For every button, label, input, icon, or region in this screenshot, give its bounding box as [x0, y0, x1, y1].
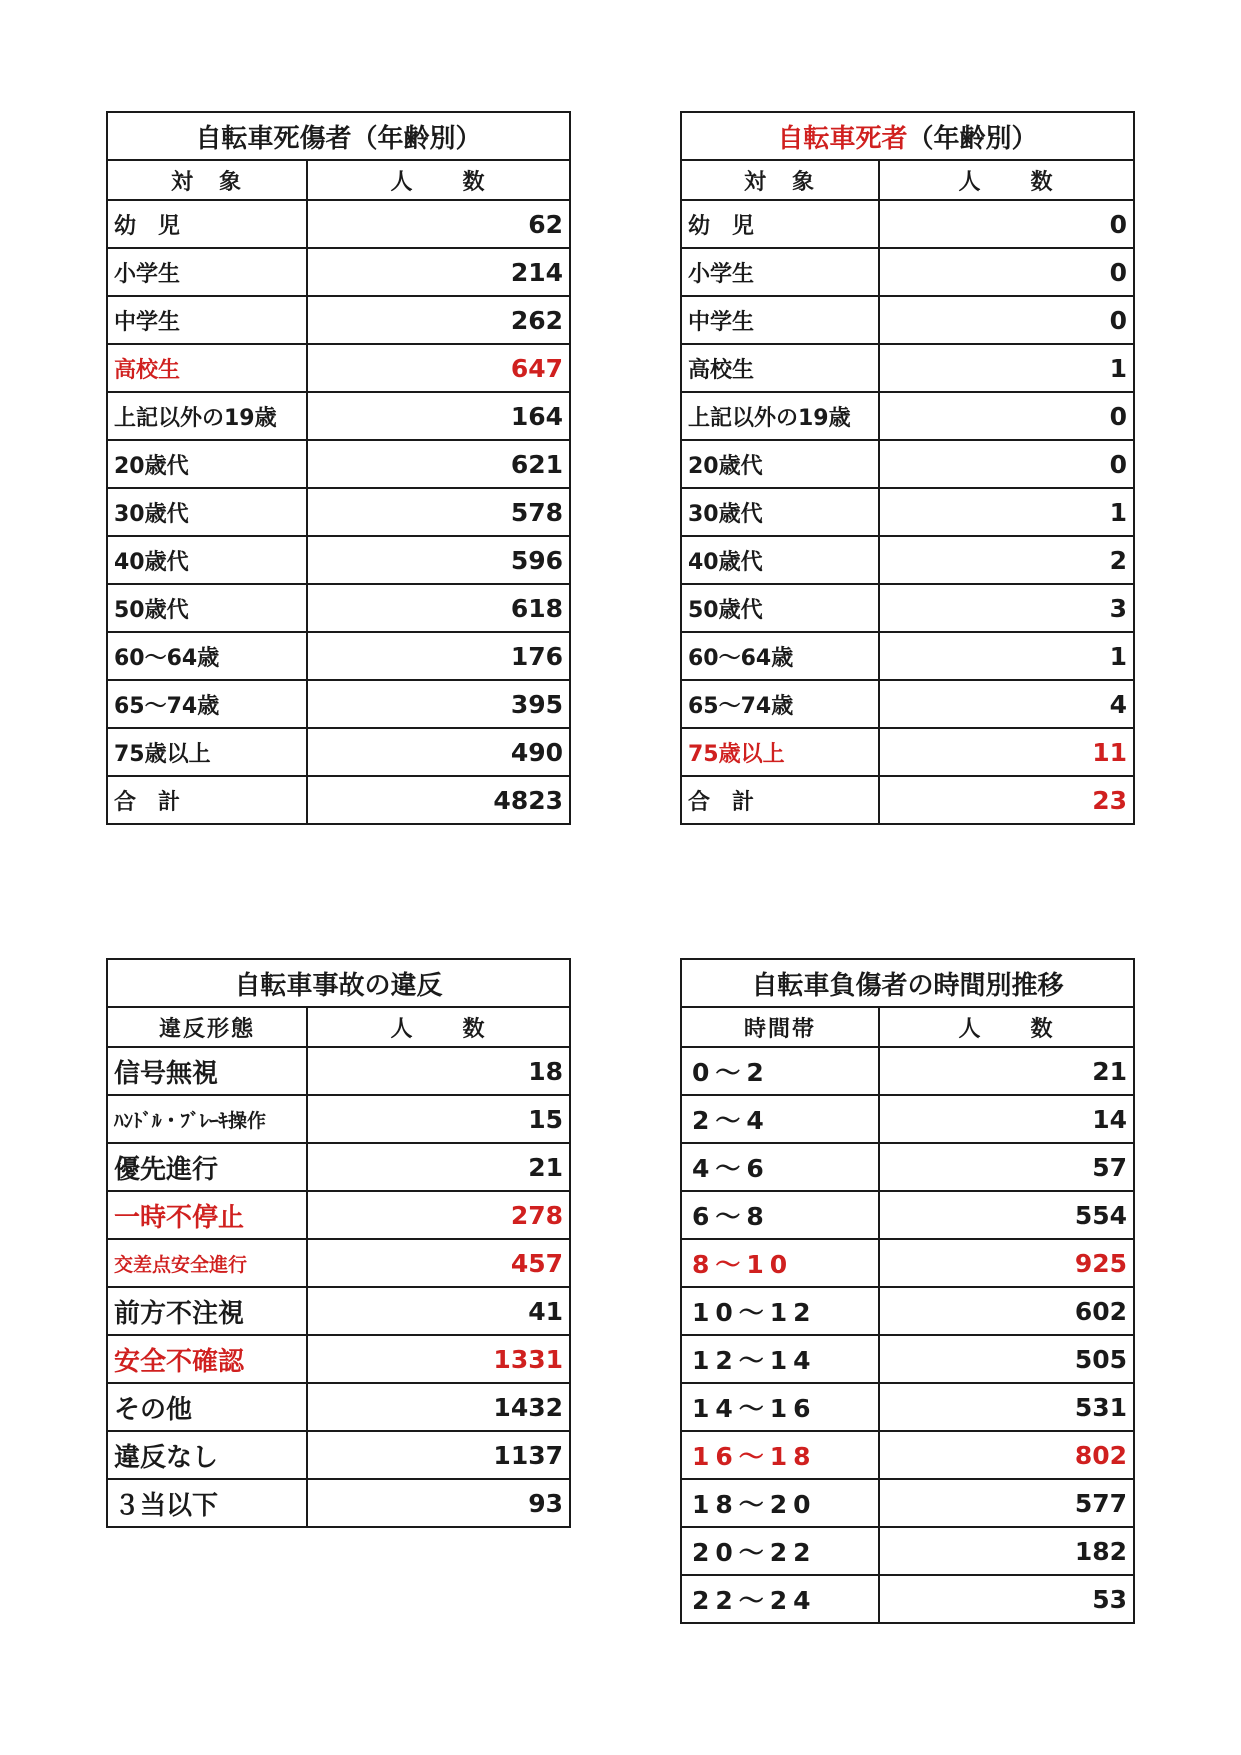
table-row — [107, 776, 570, 824]
table-row — [107, 1383, 570, 1431]
table-row — [107, 632, 570, 680]
row-value: 4 — [879, 680, 1134, 728]
column-header-count: 人 数 — [307, 1007, 570, 1047]
injuries-by-time-table — [680, 958, 1135, 1624]
row-value: 554 — [879, 1191, 1134, 1239]
table-row — [107, 1239, 570, 1287]
column-header-target: 対 象 — [107, 160, 307, 200]
row-value: 602 — [879, 1287, 1134, 1335]
row-value: 62 — [307, 200, 570, 248]
table-row — [107, 1287, 570, 1335]
table-title: 自転車死傷者（年齢別） — [107, 112, 570, 160]
violations-table — [106, 958, 571, 1528]
table-row — [681, 1431, 1134, 1479]
row-value: 3 — [879, 584, 1134, 632]
table-row — [107, 248, 570, 296]
row-value: 41 — [307, 1287, 570, 1335]
row-label: 65～74歳 — [107, 680, 307, 728]
row-label: 12～14 — [681, 1335, 879, 1383]
row-label: 合 計 — [681, 776, 879, 824]
row-label: ３当以下 — [107, 1479, 307, 1527]
row-label: 75歳以上 — [681, 728, 879, 776]
table-row — [681, 1527, 1134, 1575]
table-row — [681, 776, 1134, 824]
table-title — [681, 112, 1134, 160]
row-value: 618 — [307, 584, 570, 632]
table-title-suffix: （年齢別） — [907, 123, 1038, 154]
table-header-row — [681, 1007, 1134, 1047]
row-label: 40歳代 — [681, 536, 879, 584]
row-label: 60～64歳 — [681, 632, 879, 680]
row-label: 2～4 — [681, 1095, 879, 1143]
casualties-by-age-table — [106, 111, 571, 825]
row-label: 0～2 — [681, 1047, 879, 1095]
table-row — [681, 536, 1134, 584]
row-value: 0 — [879, 440, 1134, 488]
table-row — [681, 1239, 1134, 1287]
table-row — [107, 296, 570, 344]
table-title-highlight: 自転車死者 — [777, 123, 908, 154]
row-value: 182 — [879, 1527, 1134, 1575]
row-value: 0 — [879, 392, 1134, 440]
row-value: 1 — [879, 344, 1134, 392]
row-label: 上記以外の19歳 — [681, 392, 879, 440]
row-value: 505 — [879, 1335, 1134, 1383]
table-row — [681, 200, 1134, 248]
row-value: 164 — [307, 392, 570, 440]
table-row — [107, 584, 570, 632]
row-value: 925 — [879, 1239, 1134, 1287]
row-label: 14～16 — [681, 1383, 879, 1431]
table-title-row — [681, 112, 1134, 160]
table-row — [107, 536, 570, 584]
row-value: 457 — [307, 1239, 570, 1287]
table-row — [681, 1383, 1134, 1431]
row-label: ﾊﾝﾄﾞﾙ・ﾌﾞﾚｰｷ操作 — [107, 1095, 307, 1143]
row-label: 6～8 — [681, 1191, 879, 1239]
table-title: 自転車事故の違反 — [107, 959, 570, 1007]
table-row — [107, 728, 570, 776]
table-row — [107, 1191, 570, 1239]
table-title-row — [107, 112, 570, 160]
row-label: 50歳代 — [681, 584, 879, 632]
row-label: 75歳以上 — [107, 728, 307, 776]
row-label: 22～24 — [681, 1575, 879, 1623]
row-value: 0 — [879, 296, 1134, 344]
row-label: 18～20 — [681, 1479, 879, 1527]
table-row — [107, 392, 570, 440]
row-value: 57 — [879, 1143, 1134, 1191]
row-value: 15 — [307, 1095, 570, 1143]
row-value: 647 — [307, 344, 570, 392]
row-value: 21 — [879, 1047, 1134, 1095]
row-value: 621 — [307, 440, 570, 488]
table-row — [681, 1575, 1134, 1623]
row-value: 531 — [879, 1383, 1134, 1431]
table-row — [107, 1143, 570, 1191]
row-label: 小学生 — [107, 248, 307, 296]
row-value: 21 — [307, 1143, 570, 1191]
row-label: 高校生 — [107, 344, 307, 392]
table-title-row — [107, 959, 570, 1007]
row-label: 中学生 — [681, 296, 879, 344]
row-label: 50歳代 — [107, 584, 307, 632]
row-value: 11 — [879, 728, 1134, 776]
row-value: 53 — [879, 1575, 1134, 1623]
row-label: 20歳代 — [107, 440, 307, 488]
table-row — [681, 584, 1134, 632]
row-value: 2 — [879, 536, 1134, 584]
row-value: 262 — [307, 296, 570, 344]
table-row — [681, 1191, 1134, 1239]
row-value: 214 — [307, 248, 570, 296]
row-value: 802 — [879, 1431, 1134, 1479]
row-label: 4～6 — [681, 1143, 879, 1191]
row-label: 交差点安全進行 — [107, 1239, 307, 1287]
table-row — [681, 680, 1134, 728]
row-label: 16～18 — [681, 1431, 879, 1479]
row-label: 65～74歳 — [681, 680, 879, 728]
row-label: 20歳代 — [681, 440, 879, 488]
table-row — [107, 344, 570, 392]
column-header-time-band: 時間帯 — [681, 1007, 879, 1047]
row-value: 1 — [879, 632, 1134, 680]
row-value: 1137 — [307, 1431, 570, 1479]
row-value: 1 — [879, 488, 1134, 536]
row-value: 4823 — [307, 776, 570, 824]
table-row — [681, 1095, 1134, 1143]
row-label: 30歳代 — [107, 488, 307, 536]
row-value: 278 — [307, 1191, 570, 1239]
table-row — [681, 728, 1134, 776]
table-title-row — [681, 959, 1134, 1007]
table-row — [107, 440, 570, 488]
row-label: 違反なし — [107, 1431, 307, 1479]
table-row — [107, 1047, 570, 1095]
row-value: 596 — [307, 536, 570, 584]
row-label: 60～64歳 — [107, 632, 307, 680]
column-header-target: 対 象 — [681, 160, 879, 200]
row-label: 幼 児 — [107, 200, 307, 248]
row-label: 信号無視 — [107, 1047, 307, 1095]
row-label: 20～22 — [681, 1527, 879, 1575]
row-value: 577 — [879, 1479, 1134, 1527]
row-label: 幼 児 — [681, 200, 879, 248]
column-header-count: 人 数 — [307, 160, 570, 200]
row-label: 上記以外の19歳 — [107, 392, 307, 440]
row-label: 中学生 — [107, 296, 307, 344]
column-header-count: 人 数 — [879, 1007, 1134, 1047]
table-row — [681, 296, 1134, 344]
row-value: 1432 — [307, 1383, 570, 1431]
table-row — [681, 1335, 1134, 1383]
row-label: その他 — [107, 1383, 307, 1431]
row-label: 安全不確認 — [107, 1335, 307, 1383]
row-label: 優先進行 — [107, 1143, 307, 1191]
table-row — [681, 392, 1134, 440]
row-label: 一時不停止 — [107, 1191, 307, 1239]
row-label: 前方不注視 — [107, 1287, 307, 1335]
table-row — [681, 1047, 1134, 1095]
table-row — [681, 344, 1134, 392]
row-label: 40歳代 — [107, 536, 307, 584]
row-value: 0 — [879, 248, 1134, 296]
table-row — [107, 488, 570, 536]
table-row — [681, 488, 1134, 536]
table-row — [681, 248, 1134, 296]
table-row — [107, 1095, 570, 1143]
table-row — [681, 632, 1134, 680]
row-value: 93 — [307, 1479, 570, 1527]
row-value: 578 — [307, 488, 570, 536]
row-value: 23 — [879, 776, 1134, 824]
table-header-row — [107, 160, 570, 200]
row-value: 176 — [307, 632, 570, 680]
table-row — [681, 1287, 1134, 1335]
row-label: 8～10 — [681, 1239, 879, 1287]
table-row — [681, 1143, 1134, 1191]
table-row — [681, 1479, 1134, 1527]
row-value: 0 — [879, 200, 1134, 248]
table-header-row — [107, 1007, 570, 1047]
table-row — [107, 680, 570, 728]
row-label: 合 計 — [107, 776, 307, 824]
row-value: 18 — [307, 1047, 570, 1095]
row-value: 395 — [307, 680, 570, 728]
table-title: 自転車負傷者の時間別推移 — [681, 959, 1134, 1007]
table-row — [107, 200, 570, 248]
column-header-count: 人 数 — [879, 160, 1134, 200]
table-row — [681, 440, 1134, 488]
row-value: 490 — [307, 728, 570, 776]
column-header-violation-type: 違反形態 — [107, 1007, 307, 1047]
deaths-by-age-table — [680, 111, 1135, 825]
table-row — [107, 1335, 570, 1383]
row-label: 小学生 — [681, 248, 879, 296]
row-label: 10～12 — [681, 1287, 879, 1335]
row-value: 14 — [879, 1095, 1134, 1143]
row-label: 30歳代 — [681, 488, 879, 536]
table-row — [107, 1431, 570, 1479]
table-row — [107, 1479, 570, 1527]
row-label: 高校生 — [681, 344, 879, 392]
table-header-row — [681, 160, 1134, 200]
row-value: 1331 — [307, 1335, 570, 1383]
